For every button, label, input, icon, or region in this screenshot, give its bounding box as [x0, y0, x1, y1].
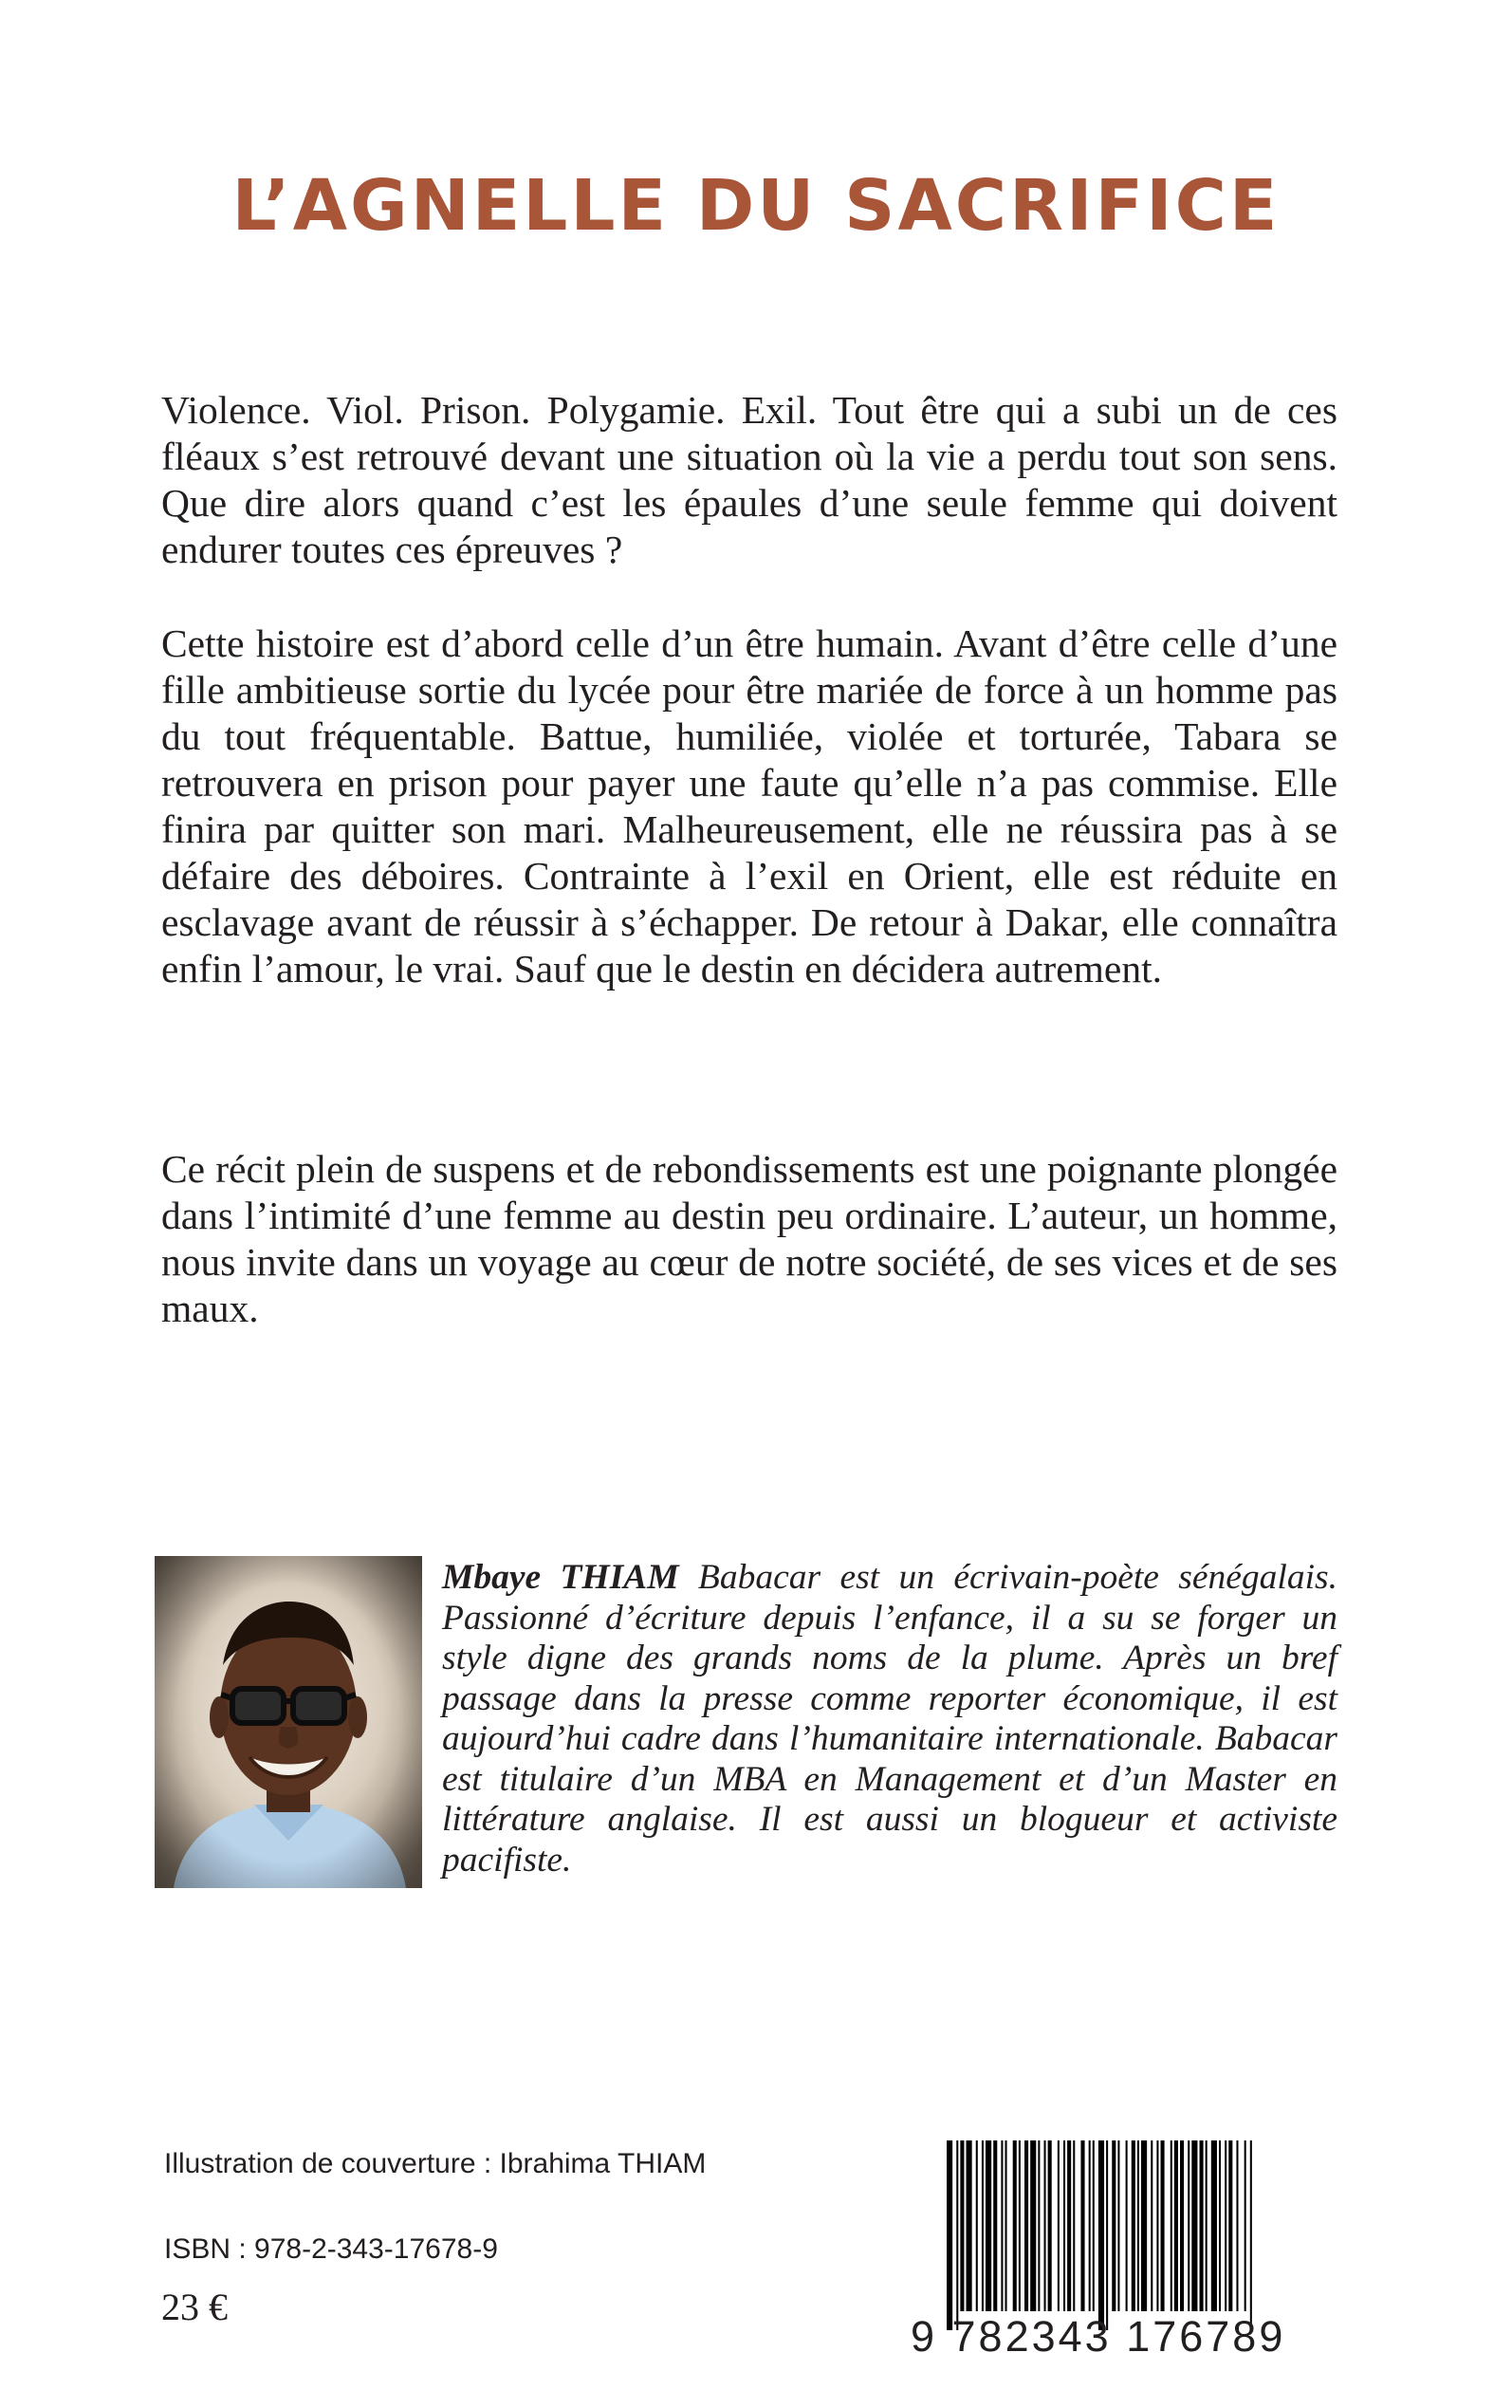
author-bio	[442, 1558, 1337, 1880]
barcode-bar	[967, 2140, 972, 2311]
barcode-bar	[993, 2140, 997, 2311]
barcode-bar	[1067, 2140, 1071, 2311]
blurb-paragraph-3: Ce récit plein de suspens et de rebondissements est une poignante plongée dans l’intimité d’une femme au destin peu ordinaire. L’auteur, un homme, nous invite dans un voyage au cœur de notre société, de ses vices et de ses maux.	[161, 1147, 1337, 1330]
book-title: L’AGNELLE DU SACRIFICE	[231, 165, 1281, 247]
barcode-bar	[1206, 2140, 1208, 2311]
barcode-bar	[1112, 2140, 1116, 2311]
barcode-bar	[1044, 2140, 1046, 2311]
barcode-bar	[1024, 2140, 1028, 2311]
price: 23 €	[161, 2286, 228, 2328]
barcode-bar	[1219, 2140, 1221, 2311]
barcode-bar	[1005, 2140, 1007, 2311]
barcode-bar	[1106, 2140, 1108, 2330]
barcode-bar	[960, 2140, 964, 2311]
barcode-bar	[1098, 2140, 1104, 2330]
barcode-bar	[1038, 2140, 1040, 2311]
barcode-bar	[1089, 2140, 1091, 2311]
barcode-bar	[982, 2140, 984, 2311]
barcode-bar	[1073, 2140, 1075, 2311]
blurb-paragraph-1: Violence. Viol. Prison. Polygamie. Exil. Tout être qui a subi un de ces fléaux s’est retrouvé devant une situation où la vie a perdu tout son sens. Que dire alors quand c’est les épaules d’une seule femme qui doivent endurer toutes ces épreuves ?	[161, 388, 1337, 571]
barcode-bar	[1141, 2140, 1147, 2311]
barcode-bar	[1191, 2140, 1197, 2311]
barcode-bar	[1174, 2140, 1178, 2311]
barcode-bar	[1180, 2140, 1184, 2311]
barcode-bar	[1225, 2140, 1226, 2311]
barcode-bar	[986, 2140, 991, 2311]
barcode-bar	[1132, 2140, 1135, 2311]
barcode-bar	[1236, 2140, 1238, 2311]
barcode-bar	[1013, 2140, 1017, 2311]
barcode-bar	[1117, 2140, 1119, 2311]
isbn: ISBN : 978-2-343-17678-9	[164, 2233, 498, 2265]
barcode-bar	[1093, 2140, 1095, 2311]
barcode-bar	[1080, 2140, 1084, 2311]
blurb-paragraph-2: Cette histoire est d’abord celle d’un être humain. Avant d’être celle d’une fille ambitieuse sortie du lycée pour être mariée de force à un homme pas du tout fréquentable. Battue, humiliée, violée et torturée, Tabara se retrouvera en prison pour payer une faute qu’elle n’a pas commise. Elle finira par quitter son mari. Malheureusement, elle ne réussira pas à se défaire des déboires. Contrainte à l’exil en Orient, elle est réduite en esclavage avant de réussir à s’échapper. De retour à Dakar, elle connaîtra enfin l’amour, le vrai. Sauf que le destin en décidera autrement.	[161, 621, 1337, 991]
barcode-bar	[1156, 2140, 1158, 2311]
barcode-bar	[1200, 2140, 1204, 2311]
barcode-bar	[1188, 2140, 1189, 2311]
author-portrait-illustration	[155, 1556, 422, 1888]
barcode-bar	[976, 2140, 978, 2311]
barcode-bar	[1211, 2140, 1217, 2311]
author-photo	[155, 1556, 422, 1888]
author-bio-text: Babacar est un écrivain-poète sénégalais. Passionné d’écriture depuis l’enfance, il a su se forger un style digne des grands noms de la plume. Après un bref passage dans la presse comme reporter économique, il est aujourd’hui cadre dans l’humanitaire internationale. Babacar est titulaire d’un MBA en Management et d’un Master en littérature anglaise. Il est aussi un blogueur et activiste pacifiste.	[442, 1558, 1337, 1880]
barcode-bar	[1171, 2140, 1172, 2311]
barcode-bar	[1048, 2140, 1052, 2311]
barcode-bar	[1228, 2140, 1232, 2311]
barcode-bar	[1019, 2140, 1021, 2311]
barcode-bar	[1250, 2140, 1252, 2330]
author-name: Mbaye THIAM	[442, 1558, 679, 1597]
barcode-bar	[1001, 2140, 1003, 2311]
barcode-bar	[1063, 2140, 1065, 2311]
barcode-bar	[1161, 2140, 1165, 2311]
barcode-bar	[1137, 2140, 1139, 2311]
barcode-bar	[1126, 2140, 1128, 2311]
barcode	[947, 2140, 1326, 2340]
barcode-bar	[947, 2140, 952, 2330]
barcode-bar	[1245, 2140, 1246, 2311]
barcode-bar	[956, 2140, 958, 2330]
cover-illustration-credit: Illustration de couverture : Ibrahima THIAM	[164, 2148, 707, 2179]
barcode-bar	[1058, 2140, 1060, 2311]
barcode-bar	[1030, 2140, 1036, 2311]
barcode-bar	[1151, 2140, 1152, 2311]
barcode-digits: 9 782343 176789	[911, 2312, 1286, 2361]
